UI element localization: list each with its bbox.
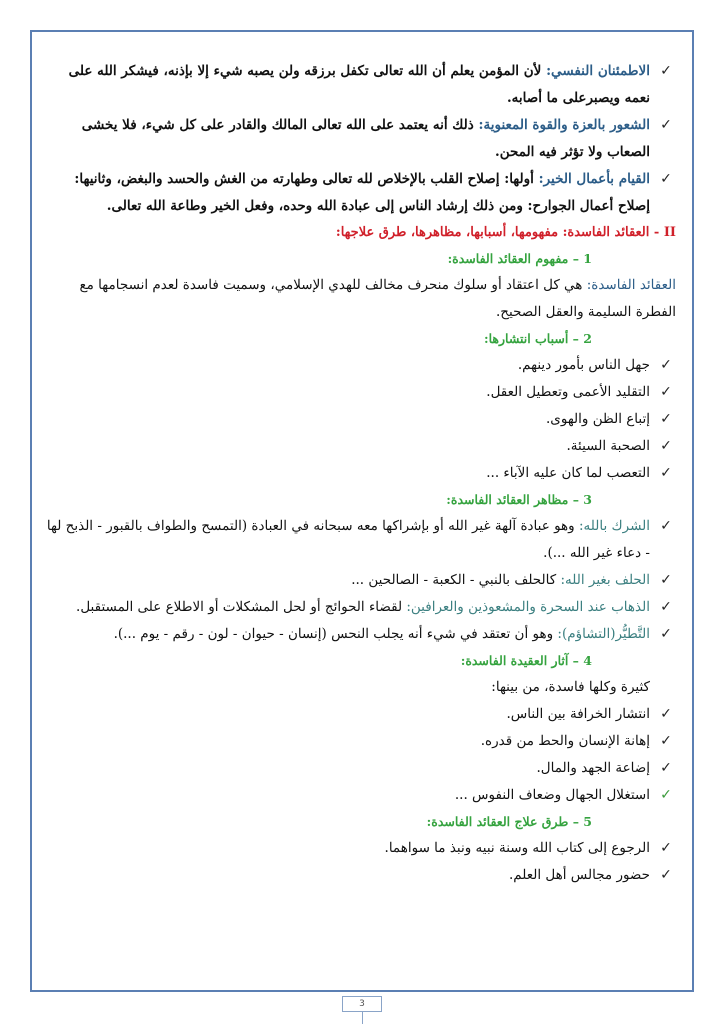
manifestation-text: وهو أن تعتقد في شيء أنه يجلب النحس (إنسان - حيوان - لون - رقم - يوم ...). — [113, 626, 558, 642]
manifestation-item — [44, 567, 676, 594]
cause-text: جهل الناس بأمور دينهم. — [517, 357, 650, 373]
effect-text: إضاعة الجهد والمال. — [536, 760, 650, 776]
subheading-remedies: 5 – طرق علاج العقائد الفاسدة: — [426, 814, 592, 829]
manifestation-text: لقضاء الحوائج أو لحل المشكلات أو الاطلاع على المستقبل. — [76, 599, 407, 615]
cause-item — [44, 406, 676, 433]
check-icon: ✓ — [660, 840, 672, 856]
manifestation-item — [44, 621, 676, 648]
manifestation-text: كالحلف بالنبي - الكعبة - الصالحين ... — [351, 572, 561, 588]
cause-item — [44, 460, 676, 487]
benefit-text: ذلك أنه يعتمد على الله تعالى المالك والقادر على كل شيء، فلا يخشى الصعاب ولا تؤثر فيه المحن. — [81, 117, 650, 160]
manifestation-text: وهو عبادة آلهة غير الله أو بإشراكها معه سبحانه في العبادة (التمسح والطواف بالقبور - الذبح لها - دعاء غير الله ...). — [46, 518, 650, 561]
effect-item — [44, 701, 676, 728]
page-number: 3 — [342, 996, 382, 1012]
check-icon: ✓ — [660, 63, 672, 79]
check-icon: ✓ — [660, 706, 672, 722]
cause-item — [44, 379, 676, 406]
check-icon: ✓ — [660, 599, 672, 615]
remedy-item — [44, 862, 676, 889]
subheading-effects: 4 – آثار العقيدة الفاسدة: — [460, 653, 592, 668]
manifestation-term: الحلف بغير الله: — [560, 572, 650, 588]
cause-text: إتباع الظن والهوى. — [546, 411, 650, 427]
definition-text: هي كل اعتقاد أو سلوك منحرف مخالف للهدي الإسلامي، وسميت فاسدة لعدم انسجامها مع الفطرة السليمة والعقل الصحيح. — [79, 277, 676, 320]
check-icon: ✓ — [660, 760, 672, 776]
check-icon: ✓ — [660, 357, 672, 373]
remedy-item — [44, 835, 676, 862]
manifestation-term: الشرك بالله: — [578, 518, 650, 534]
check-icon: ✓ — [660, 117, 672, 133]
check-icon: ✓ — [660, 626, 672, 642]
benefit-item — [44, 112, 676, 166]
effect-item — [44, 728, 676, 755]
manifestation-item — [44, 594, 676, 621]
cause-text: الصحبة السيئة. — [566, 438, 650, 454]
check-icon: ✓ — [660, 572, 672, 588]
effect-item — [44, 782, 676, 809]
benefit-term: الشعور بالعزة والقوة المعنوية: — [478, 117, 650, 133]
effect-item — [44, 755, 676, 782]
cause-text: التعصب لما كان عليه الآباء ... — [486, 465, 650, 481]
cause-text: التقليد الأعمى وتعطيل العقل. — [486, 384, 650, 400]
remedy-text: حضور مجالس أهل العلم. — [508, 867, 650, 883]
effects-intro: كثيرة وكلها فاسدة، من بينها: — [491, 679, 650, 695]
subheading-manifestations: 3 – مظاهر العقائد الفاسدة: — [446, 492, 592, 507]
section-title: II - العقائد الفاسدة: مفهومها، أسبابها، مظاهرها، طرق علاجها: — [335, 225, 676, 240]
check-icon: ✓ — [660, 438, 672, 454]
check-icon: ✓ — [660, 787, 672, 803]
remedy-text: الرجوع إلى كتاب الله وسنة نبيه ونبذ ما سواهما. — [384, 840, 650, 856]
cause-item — [44, 352, 676, 379]
check-icon: ✓ — [660, 465, 672, 481]
manifestation-term: التَّطيُّر(التشاؤم): — [557, 626, 650, 642]
benefit-item — [44, 166, 676, 220]
effect-text: إهانة الإنسان والحط من قدره. — [480, 733, 650, 749]
check-icon: ✓ — [660, 384, 672, 400]
check-icon: ✓ — [660, 411, 672, 427]
check-icon: ✓ — [660, 171, 672, 187]
benefit-text: لأن المؤمن يعلم أن الله تعالى تكفل برزقه ولن يصبه شيء إلا بإذنه، فيشكر الله على نعمه ويصبرعلى ما أصابه. — [68, 63, 650, 106]
effect-text: استغلال الجهال وضعاف النفوس ... — [454, 787, 650, 803]
page-number-tick — [362, 1012, 363, 1024]
subheading-concept: 1 – مفهوم العقائد الفاسدة: — [447, 251, 592, 266]
definition-paragraph — [44, 272, 676, 326]
subheading-causes: 2 – أسباب انتشارها: — [483, 331, 592, 346]
definition-term: العقائد الفاسدة: — [586, 277, 676, 293]
document-body — [44, 58, 676, 889]
cause-item — [44, 433, 676, 460]
check-icon: ✓ — [660, 518, 672, 534]
benefit-term: الاطمئنان النفسي: — [546, 63, 650, 79]
benefit-item — [44, 58, 676, 112]
benefit-text: أولها: إصلاح القلب بالإخلاص لله تعالى وطهارته من الغش والحسد والبغض، وثانيها: إصلاح أعمال الجوارح: ومن ذلك إرشاد الناس إلى عبادة الله وحده، وفعل الخير وطاعة الله تعالى. — [74, 171, 650, 214]
manifestation-item — [44, 513, 676, 567]
effect-text: انتشار الخرافة بين الناس. — [506, 706, 650, 722]
check-icon: ✓ — [660, 867, 672, 883]
check-icon: ✓ — [660, 733, 672, 749]
manifestation-term: الذهاب عند السحرة والمشعوذين والعرافين: — [406, 599, 650, 615]
benefit-term: القيام بأعمال الخير: — [538, 171, 650, 187]
